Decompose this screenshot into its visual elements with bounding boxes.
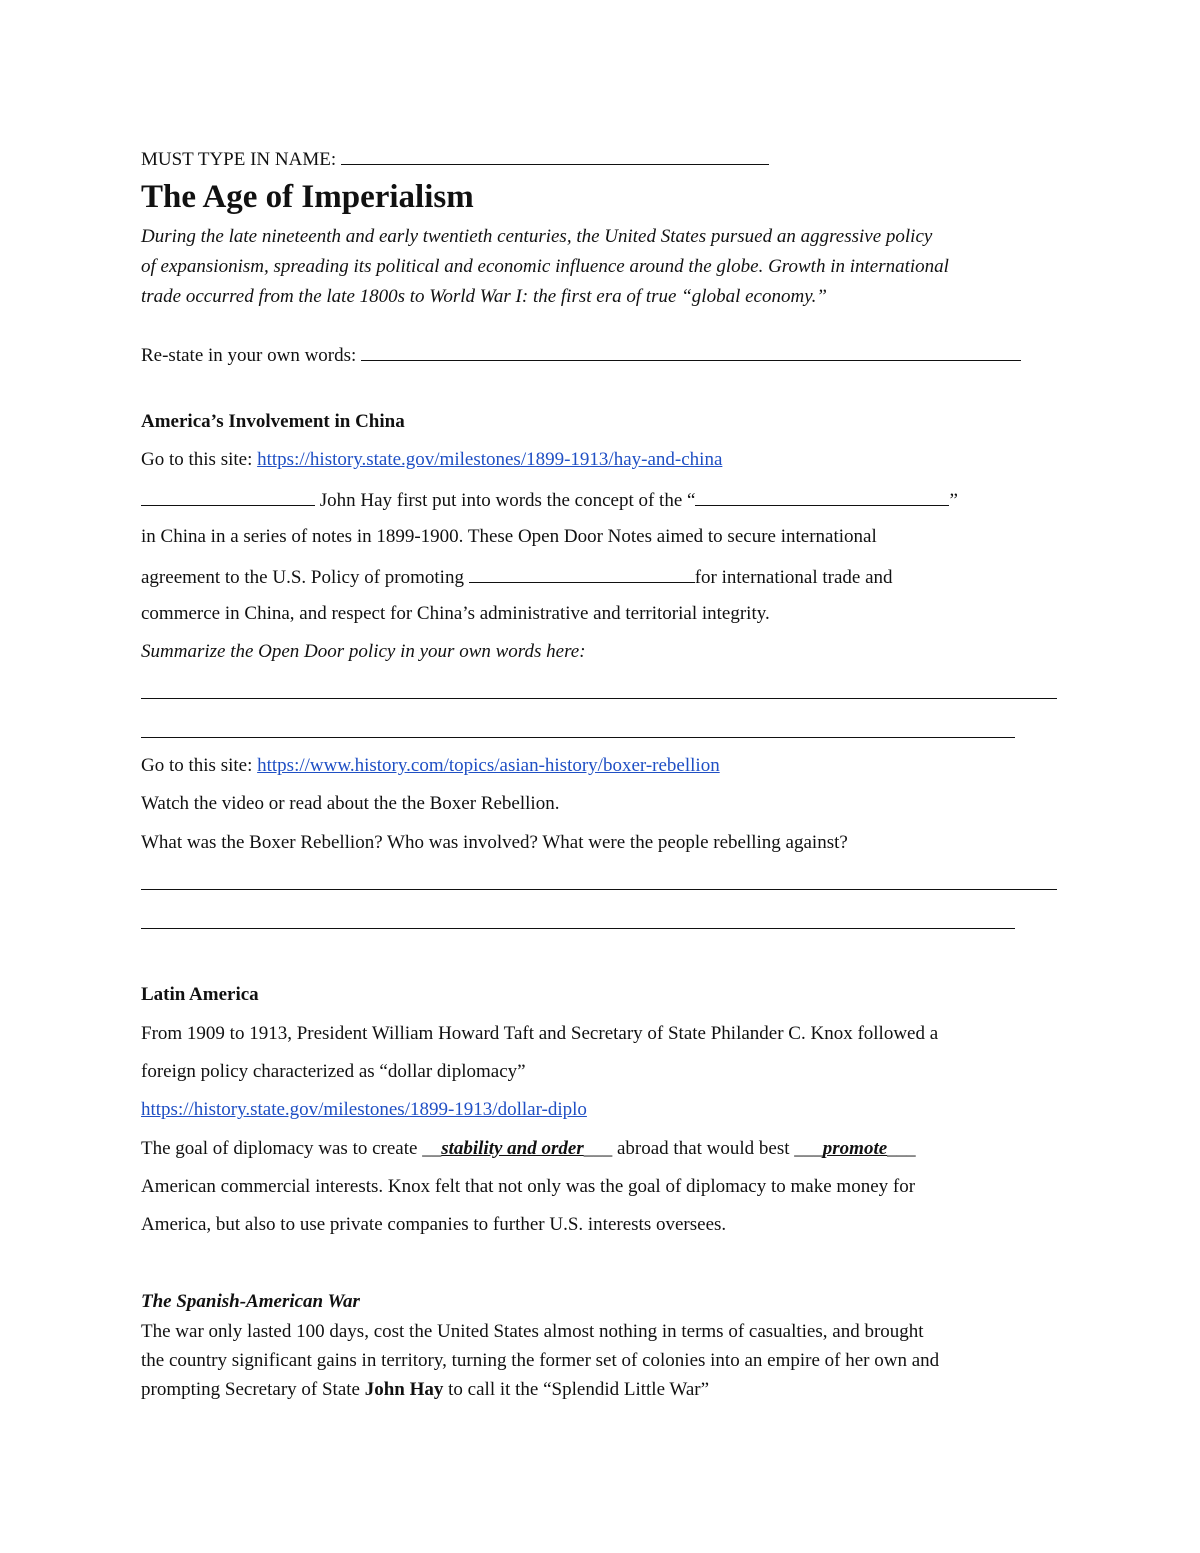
dollar-diplo-link[interactable]: https://history.state.gov/milestones/1899-1913/dollar-diplo bbox=[141, 1099, 587, 1120]
page-title: The Age of Imperialism bbox=[141, 179, 474, 215]
latin-line-2: foreign policy characterized as “dollar diplomacy” bbox=[141, 1061, 526, 1082]
boxer-site-label: Go to this site: bbox=[141, 755, 253, 776]
boxer-answer-line-1[interactable] bbox=[141, 889, 1057, 890]
answer-promote[interactable]: promote bbox=[822, 1138, 888, 1159]
summary-answer-line-1[interactable] bbox=[141, 698, 1057, 699]
china-heading: America’s Involvement in China bbox=[141, 411, 405, 432]
promoting-blank[interactable] bbox=[469, 564, 695, 583]
answer-2-post: ___ bbox=[887, 1138, 916, 1159]
restate-label: Re-state in your own words: bbox=[141, 345, 357, 366]
john-hay-name: John Hay bbox=[364, 1379, 444, 1400]
answer-2-pre: ___ bbox=[794, 1138, 823, 1159]
name-label: MUST TYPE IN NAME: bbox=[141, 149, 337, 170]
intro-line-3: trade occurred from the late 1800s to World War I: the first era of true “global economy.” bbox=[141, 286, 827, 307]
china-site-line bbox=[141, 448, 722, 472]
answer-stability-and-order[interactable]: stability and order bbox=[441, 1138, 584, 1159]
hay-blank-2[interactable] bbox=[695, 487, 949, 506]
boxer-watch: Watch the video or read about the the Boxer Rebellion. bbox=[141, 793, 560, 814]
intro-line-1: During the late nineteenth and early twentieth centuries, the United States pursued an aggressive policy bbox=[141, 226, 933, 247]
hay-line bbox=[141, 487, 958, 513]
spanish-line-3a: prompting Secretary of State bbox=[141, 1379, 365, 1400]
summary-answer-line-2[interactable] bbox=[141, 737, 1015, 738]
answer-1-post: ___ bbox=[583, 1138, 613, 1159]
boxer-site-line bbox=[141, 754, 720, 778]
spanish-line-3b: to call it the “Splendid Little War” bbox=[443, 1379, 710, 1400]
goal-text-b: abroad that would best bbox=[612, 1138, 795, 1159]
latin-line-5: America, but also to use private companies to further U.S. interests oversees. bbox=[141, 1214, 727, 1235]
latin-line-1: From 1909 to 1913, President William Howard Taft and Secretary of State Philander C. Knox followed a bbox=[141, 1023, 939, 1044]
latin-link-line bbox=[141, 1098, 587, 1122]
boxer-answer-line-2[interactable] bbox=[141, 928, 1015, 929]
china-line-3 bbox=[141, 564, 893, 590]
spanish-line-1: The war only lasted 100 days, cost the United States almost nothing in terms of casualties, and brought bbox=[141, 1321, 924, 1342]
spanish-heading: The Spanish-American War bbox=[141, 1291, 360, 1312]
intro-line-2: of expansionism, spreading its political and economic influence around the globe. Growth in international bbox=[141, 256, 949, 277]
hay-text: John Hay first put into words the concept of the “ bbox=[315, 490, 696, 511]
china-line-3a: agreement to the U.S. Policy of promoting bbox=[141, 567, 469, 588]
china-link[interactable]: https://history.state.gov/milestones/1899-1913/hay-and-china bbox=[257, 449, 723, 470]
answer-1-pre: __ bbox=[422, 1138, 442, 1159]
china-line-3b: for international trade and bbox=[694, 567, 893, 588]
boxer-link[interactable]: https://www.history.com/topics/asian-history/boxer-rebellion bbox=[257, 755, 720, 776]
spanish-line-2: the country significant gains in territory, turning the former set of colonies into an empire of her own and bbox=[141, 1350, 940, 1371]
summarize-prompt: Summarize the Open Door policy in your own words here: bbox=[141, 641, 586, 662]
boxer-question: What was the Boxer Rebellion? Who was involved? What were the people rebelling against? bbox=[141, 832, 848, 853]
latin-line-4: American commercial interests. Knox felt that not only was the goal of diplomacy to make money for bbox=[141, 1176, 916, 1197]
hay-blank-1[interactable] bbox=[141, 487, 315, 506]
name-line bbox=[141, 146, 769, 172]
latin-heading: Latin America bbox=[141, 984, 259, 1005]
hay-close: ” bbox=[949, 490, 958, 511]
china-site-label: Go to this site: bbox=[141, 449, 253, 470]
spanish-line-3 bbox=[141, 1378, 709, 1402]
restate-blank[interactable] bbox=[361, 342, 1021, 361]
china-line-4: commerce in China, and respect for China’s administrative and territorial integrity. bbox=[141, 603, 770, 624]
china-line-2: in China in a series of notes in 1899-1900. These Open Door Notes aimed to secure international bbox=[141, 526, 877, 547]
goal-text-a: The goal of diplomacy was to create bbox=[141, 1138, 423, 1159]
name-blank[interactable] bbox=[341, 146, 769, 165]
restate-line bbox=[141, 342, 1021, 368]
latin-goal-line bbox=[141, 1137, 916, 1161]
